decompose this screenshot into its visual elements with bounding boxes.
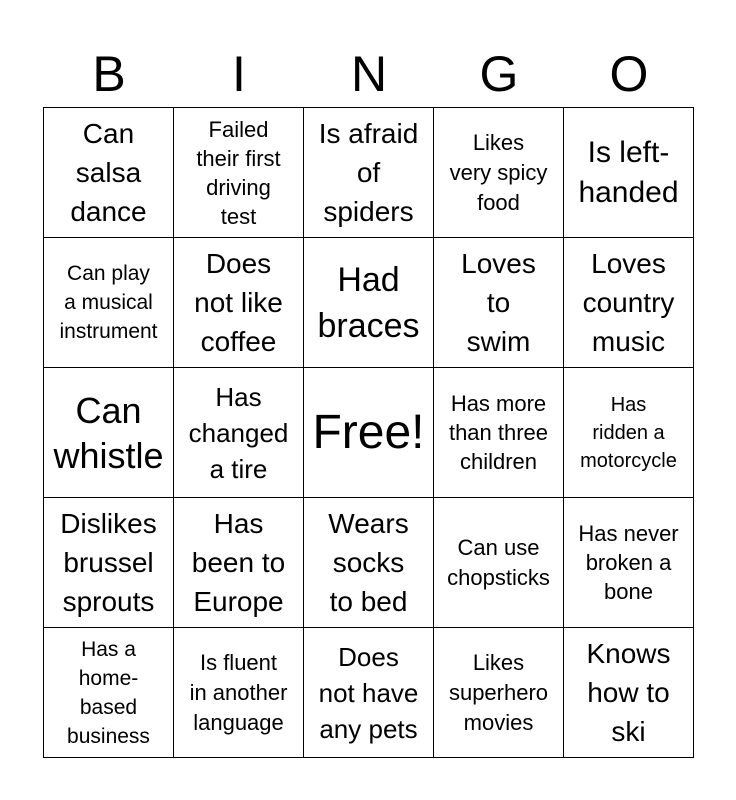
- bingo-cell-r4-c1[interactable]: [174, 628, 304, 758]
- cell-text: Loves to swim: [461, 248, 536, 357]
- cell-text: Can salsa dance: [70, 118, 147, 227]
- bingo-cell-r2-c1[interactable]: [174, 368, 304, 498]
- bingo-cell-r0-c3[interactable]: [434, 108, 564, 238]
- cell-text: Has been to Europe: [191, 508, 286, 617]
- bingo-header: [44, 40, 694, 108]
- bingo-cell-r2-c2[interactable]: [304, 368, 434, 498]
- bingo-cell-r4-c2[interactable]: [304, 628, 434, 758]
- bingo-cell-r1-c2[interactable]: [304, 238, 434, 368]
- cell-text: Loves country music: [582, 248, 675, 357]
- header-letter-b: B: [92, 46, 126, 102]
- bingo-cell-r4-c3[interactable]: [434, 628, 564, 758]
- cell-text: Failed their first driving test: [196, 116, 281, 229]
- bingo-cell-r3-c1[interactable]: [174, 498, 304, 628]
- bingo-cell-r0-c4[interactable]: [564, 108, 694, 238]
- bingo-cell-r2-c4[interactable]: [564, 368, 694, 498]
- bingo-board: [43, 107, 694, 758]
- header-letter-o: O: [609, 46, 649, 102]
- header-letter-n: N: [350, 46, 388, 102]
- cell-text: Can play a musical instrument: [59, 262, 158, 343]
- bingo-cell-r0-c0[interactable]: [44, 108, 174, 238]
- bingo-cell-r1-c4[interactable]: [564, 238, 694, 368]
- header-letter-i: I: [232, 46, 246, 102]
- cell-text: Has a home- based business: [67, 637, 150, 748]
- cell-text: Wears socks to bed: [328, 508, 409, 617]
- bingo-cell-r1-c0[interactable]: [44, 238, 174, 368]
- bingo-cell-r2-c0[interactable]: [44, 368, 174, 498]
- cell-text: Can whistle: [53, 389, 164, 476]
- bingo-cell-r0-c2[interactable]: [304, 108, 434, 238]
- cell-text: Has ridden a motorcycle: [580, 393, 677, 472]
- cell-text: Knows how to ski: [586, 638, 671, 747]
- cell-text: Has more than three children: [448, 391, 549, 474]
- cell-text: Is left- handed: [578, 135, 679, 209]
- cell-text: Is afraid of spiders: [318, 118, 419, 227]
- bingo-cell-r3-c2[interactable]: [304, 498, 434, 628]
- cell-text: Does not have any pets: [318, 641, 419, 744]
- cell-text: Dislikes brussel sprouts: [60, 508, 157, 617]
- bingo-cell-r0-c1[interactable]: [174, 108, 304, 238]
- cell-text: Has changed a tire: [188, 381, 289, 484]
- cell-text: Can use chopsticks: [447, 534, 550, 590]
- bingo-cell-r4-c4[interactable]: [564, 628, 694, 758]
- header-letter-g: G: [479, 46, 519, 102]
- cell-text: Had braces: [317, 260, 420, 345]
- bingo-cell-r1-c3[interactable]: [434, 238, 564, 368]
- cell-text: Likes very spicy food: [449, 129, 548, 215]
- cell-text: Has never broken a bone: [578, 521, 679, 604]
- bingo-cell-r3-c0[interactable]: [44, 498, 174, 628]
- bingo-cell-r1-c1[interactable]: [174, 238, 304, 368]
- bingo-cell-r4-c0[interactable]: [44, 628, 174, 758]
- bingo-cell-r3-c4[interactable]: [564, 498, 694, 628]
- cell-text: Is fluent in another language: [189, 649, 288, 735]
- bingo-cell-r3-c3[interactable]: [434, 498, 564, 628]
- cell-text: Does not like coffee: [194, 248, 283, 357]
- cell-text: Likes superhero movies: [448, 649, 549, 735]
- bingo-cell-r2-c3[interactable]: [434, 368, 564, 498]
- free-space: Free!: [312, 405, 425, 459]
